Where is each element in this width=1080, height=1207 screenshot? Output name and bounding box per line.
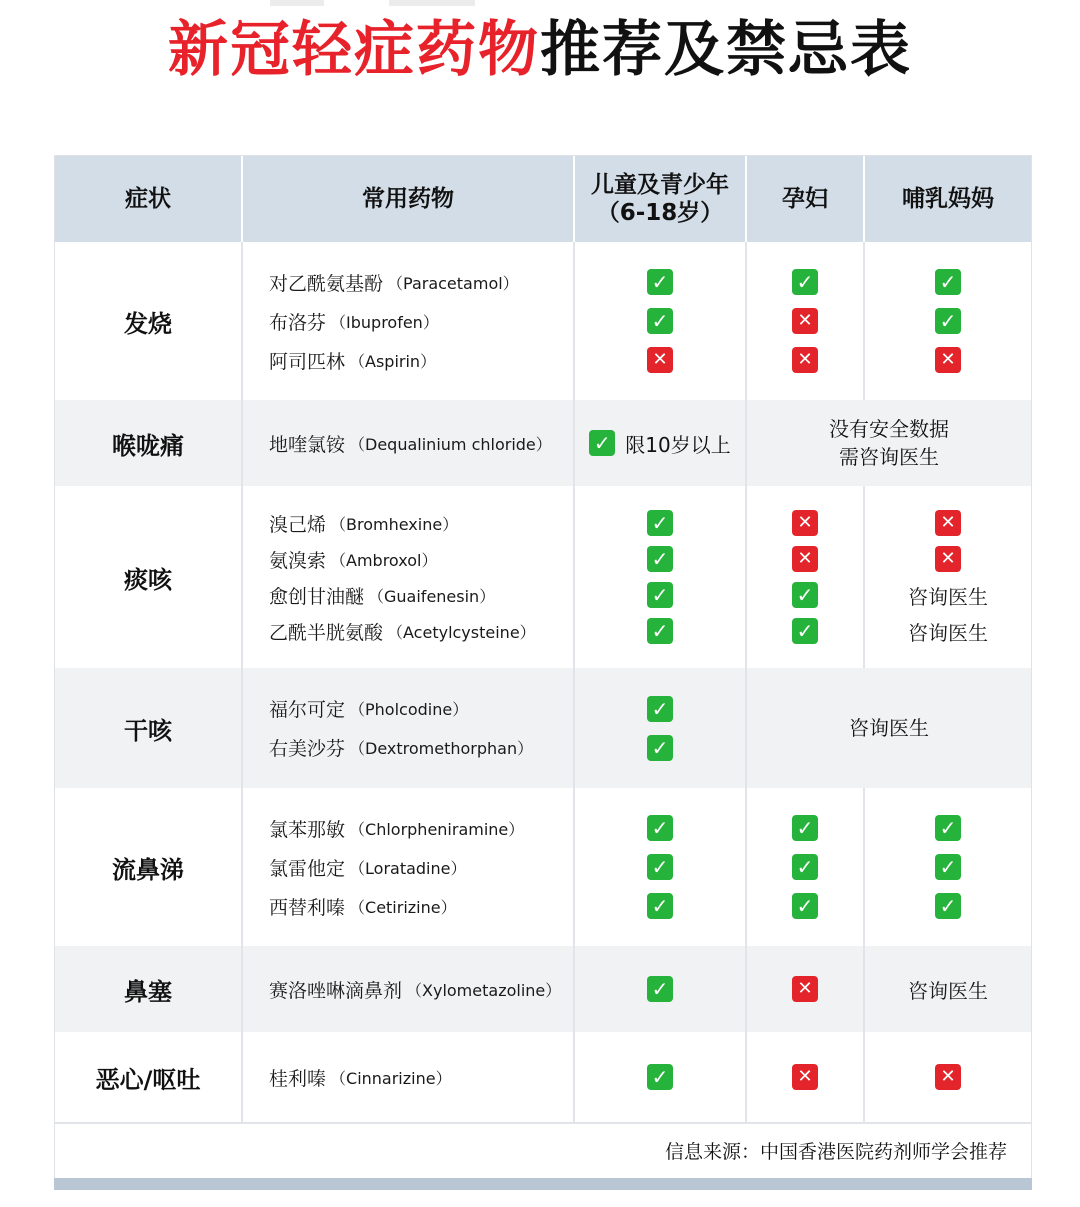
mark-slot: [935, 887, 961, 926]
mark-slot: [908, 577, 988, 613]
nursing-cell: [865, 946, 1031, 1032]
table-row: [55, 1032, 1031, 1122]
cross-icon: ✕: [792, 347, 818, 373]
drug-name-en: （Chlorpheniramine）: [349, 819, 525, 839]
pregnant-cell: [747, 242, 863, 400]
drug-item: [269, 505, 573, 541]
header-divider: [863, 156, 865, 242]
drug-cell: [243, 486, 573, 668]
column-divider: [863, 242, 865, 400]
check-icon: ✓: [647, 815, 673, 841]
drug-name-en: （Xylometazoline）: [406, 980, 562, 1000]
check-icon: ✓: [935, 854, 961, 880]
check-icon: ✓: [935, 269, 961, 295]
mark-slot: [589, 426, 730, 460]
pregnant-cell: [747, 486, 863, 668]
drug-name-en: （Cinnarizine）: [330, 1068, 452, 1088]
source-note: 信息来源：中国香港医院药剂师学会推荐: [664, 1140, 1007, 1163]
nursing-cell: [865, 1032, 1031, 1122]
drug-name-en: （Guaifenesin）: [368, 586, 496, 606]
drug-item: [269, 263, 573, 302]
check-icon: ✓: [647, 582, 673, 608]
table-row: [55, 946, 1031, 1032]
drug-name-cn: 地喹氯铵: [269, 433, 346, 456]
children-cell: [575, 668, 745, 788]
mark-slot: [935, 541, 961, 577]
check-icon: ✓: [792, 269, 818, 295]
check-icon: ✓: [647, 510, 673, 536]
drug-item: [269, 809, 573, 848]
merged-note-cell: [747, 400, 1031, 486]
drug-item: [269, 341, 573, 380]
table-row: [55, 788, 1031, 946]
column-divider: [241, 242, 243, 1122]
drug-name-cn: 桂利嗪: [269, 1067, 327, 1090]
drug-name-cn: 愈创甘油醚: [269, 585, 365, 608]
check-icon: ✓: [935, 893, 961, 919]
drug-item: [269, 613, 573, 649]
cross-icon: ✕: [935, 546, 961, 572]
footer-divider: [55, 1122, 1031, 1124]
drug-name-en: （Dequalinium chloride）: [349, 434, 552, 454]
drug-item: [269, 426, 573, 460]
check-icon: ✓: [792, 582, 818, 608]
drug-name-cn: 阿司匹林: [269, 350, 346, 373]
note-line-2: 需咨询医生: [839, 445, 939, 469]
symptom-cell: 发烧: [124, 309, 172, 338]
table-header: [55, 156, 1031, 242]
page-title: [0, 10, 1080, 90]
mark-slot: [647, 972, 673, 1006]
drug-name-cn: 布洛芬: [269, 311, 327, 334]
header-drug: 常用药物: [243, 156, 573, 242]
check-icon: ✓: [792, 815, 818, 841]
drug-name-en: （Ibuprofen）: [330, 312, 439, 332]
mark-slot: [647, 809, 673, 848]
mark-slot: [647, 613, 673, 649]
title-red-part: 新冠轻症药物: [168, 15, 540, 85]
header-divider: [573, 156, 575, 242]
drug-name-cn: 右美沙芬: [269, 738, 346, 760]
mark-slot: [792, 972, 818, 1006]
cross-icon: ✕: [792, 510, 818, 536]
mark-slot: [935, 505, 961, 541]
mark-slot: [647, 1060, 673, 1094]
drug-name-cn: 西替利嗪: [269, 896, 346, 919]
drug-name-en: （Pholcodine）: [349, 700, 469, 719]
mark-slot: [792, 1060, 818, 1094]
consult-doctor-text: 咨询医生: [908, 978, 988, 1003]
symptom-cell: 流鼻涕: [112, 855, 184, 884]
column-divider: [863, 788, 865, 946]
drug-name-en: （Loratadine）: [349, 858, 467, 878]
column-divider: [863, 486, 865, 668]
column-divider: [745, 242, 747, 1122]
drug-name-cn: 溴己烯: [269, 513, 327, 536]
drug-item: [269, 541, 573, 577]
age-limit-note: 限10岁以上: [625, 432, 731, 457]
check-icon: ✓: [935, 308, 961, 334]
header-divider: [745, 156, 747, 242]
mark-slot: [935, 1060, 961, 1094]
mark-slot: [647, 341, 673, 380]
mark-slot: [647, 505, 673, 541]
drug-item: [269, 689, 573, 728]
cross-icon: ✕: [792, 1064, 818, 1090]
consult-doctor-text: 咨询医生: [908, 584, 988, 609]
mark-slot: [792, 541, 818, 577]
header-divider: [241, 156, 243, 242]
mark-slot: [792, 302, 818, 341]
mark-slot: [792, 848, 818, 887]
drug-item: [269, 972, 573, 1006]
cross-icon: ✕: [792, 308, 818, 334]
medication-table: [54, 155, 1032, 1190]
drug-name-en: （Bromhexine）: [330, 514, 459, 534]
check-icon: ✓: [647, 1064, 673, 1090]
pregnant-cell: [747, 1032, 863, 1122]
children-cell: [575, 486, 745, 668]
note-text: 咨询医生: [849, 716, 929, 740]
symptom-cell: 喉咙痛: [112, 431, 184, 460]
nursing-cell: [865, 788, 1031, 946]
table-row: [55, 242, 1031, 400]
mark-slot: [792, 263, 818, 302]
mark-slot: [792, 887, 818, 926]
symptom-cell: 干咳: [124, 716, 172, 745]
children-cell: [575, 242, 745, 400]
mark-slot: [935, 341, 961, 380]
symptom-cell: 鼻塞: [124, 977, 172, 1006]
drug-item: [269, 728, 573, 767]
children-cell: [575, 946, 745, 1032]
drug-name-cn: 福尔可定: [269, 699, 346, 721]
top-decor-strip: [0, 0, 1080, 6]
mark-slot: [908, 972, 988, 1006]
mark-slot: [647, 848, 673, 887]
table-row: [55, 400, 1031, 486]
pregnant-cell: [747, 788, 863, 946]
children-cell: [575, 1032, 745, 1122]
mark-slot: [792, 577, 818, 613]
drug-item: [269, 1060, 573, 1094]
mark-slot: [935, 263, 961, 302]
table-row: [55, 668, 1031, 788]
table-row: [55, 486, 1031, 668]
mark-slot: [647, 689, 673, 728]
drug-cell: [243, 400, 573, 486]
drug-item: [269, 848, 573, 887]
drug-name-en: （Dextromethorphan）: [349, 739, 534, 758]
drug-name-en: （Acetylcysteine）: [387, 622, 536, 642]
children-cell: [575, 400, 745, 486]
check-icon: ✓: [647, 269, 673, 295]
symptom-cell: 恶心/呕吐: [95, 1065, 201, 1094]
check-icon: ✓: [647, 546, 673, 572]
drug-cell: [243, 788, 573, 946]
mark-slot: [935, 302, 961, 341]
header-children-line1: 儿童及青少年: [591, 172, 729, 198]
column-divider: [573, 242, 575, 1122]
mark-slot: [935, 809, 961, 848]
check-icon: ✓: [647, 976, 673, 1002]
header-nursing: 哺乳妈妈: [865, 156, 1031, 242]
title-black-part: 推荐及禁忌表: [540, 15, 912, 85]
check-icon: ✓: [647, 735, 673, 761]
mark-slot: [647, 577, 673, 613]
nursing-cell: [865, 242, 1031, 400]
drug-item: [269, 577, 573, 613]
pregnant-cell: [747, 946, 863, 1032]
cross-icon: ✕: [935, 347, 961, 373]
check-icon: ✓: [935, 815, 961, 841]
check-icon: ✓: [647, 696, 673, 722]
check-icon: ✓: [589, 430, 615, 456]
mark-slot: [647, 263, 673, 302]
cross-icon: ✕: [792, 976, 818, 1002]
check-icon: ✓: [792, 618, 818, 644]
check-icon: ✓: [792, 893, 818, 919]
drug-item: [269, 887, 573, 926]
header-children-line2: （6-18岁）: [596, 200, 724, 226]
symptom-cell: 痰咳: [124, 565, 172, 594]
check-icon: ✓: [647, 854, 673, 880]
drug-name-en: （Paracetamol）: [387, 273, 519, 293]
mark-slot: [647, 728, 673, 767]
check-icon: ✓: [647, 618, 673, 644]
children-cell: [575, 788, 745, 946]
cross-icon: ✕: [935, 1064, 961, 1090]
drug-name-cn: 对乙酰氨基酚: [269, 272, 384, 295]
header-pregnant: 孕妇: [747, 156, 863, 242]
drug-name-cn: 赛洛唑啉滴鼻剂: [269, 979, 403, 1002]
mark-slot: [935, 848, 961, 887]
drug-name-en: （Cetirizine）: [349, 897, 457, 917]
merged-note-cell: [747, 668, 1031, 788]
bottom-bar: [54, 1178, 1032, 1190]
header-symptom: 症状: [55, 156, 241, 242]
check-icon: ✓: [647, 893, 673, 919]
mark-slot: [792, 809, 818, 848]
mark-slot: [792, 341, 818, 380]
drug-name-cn: 氨溴索: [269, 549, 327, 572]
mark-slot: [647, 541, 673, 577]
drug-name-cn: 乙酰半胱氨酸: [269, 621, 384, 644]
mark-slot: [647, 887, 673, 926]
header-children: [575, 156, 745, 242]
note-line-1: 没有安全数据: [829, 417, 949, 441]
drug-cell: [243, 946, 573, 1032]
drug-name-cn: 氯雷他定: [269, 857, 346, 880]
cross-icon: ✕: [792, 546, 818, 572]
drug-cell: [243, 668, 573, 788]
cross-icon: ✕: [935, 510, 961, 536]
mark-slot: [908, 613, 988, 649]
drug-cell: [243, 1032, 573, 1122]
consult-doctor-text: 咨询医生: [908, 620, 988, 645]
drug-name-cn: 氯苯那敏: [269, 818, 346, 841]
drug-item: [269, 302, 573, 341]
cross-icon: ✕: [647, 347, 673, 373]
column-divider: [863, 946, 865, 1032]
check-icon: ✓: [792, 854, 818, 880]
check-icon: ✓: [647, 308, 673, 334]
mark-slot: [792, 613, 818, 649]
nursing-cell: [865, 486, 1031, 668]
mark-slot: [647, 302, 673, 341]
drug-cell: [243, 242, 573, 400]
mark-slot: [792, 505, 818, 541]
drug-name-en: （Ambroxol）: [330, 550, 438, 570]
drug-name-en: （Aspirin）: [349, 351, 437, 371]
column-divider: [863, 1032, 865, 1122]
